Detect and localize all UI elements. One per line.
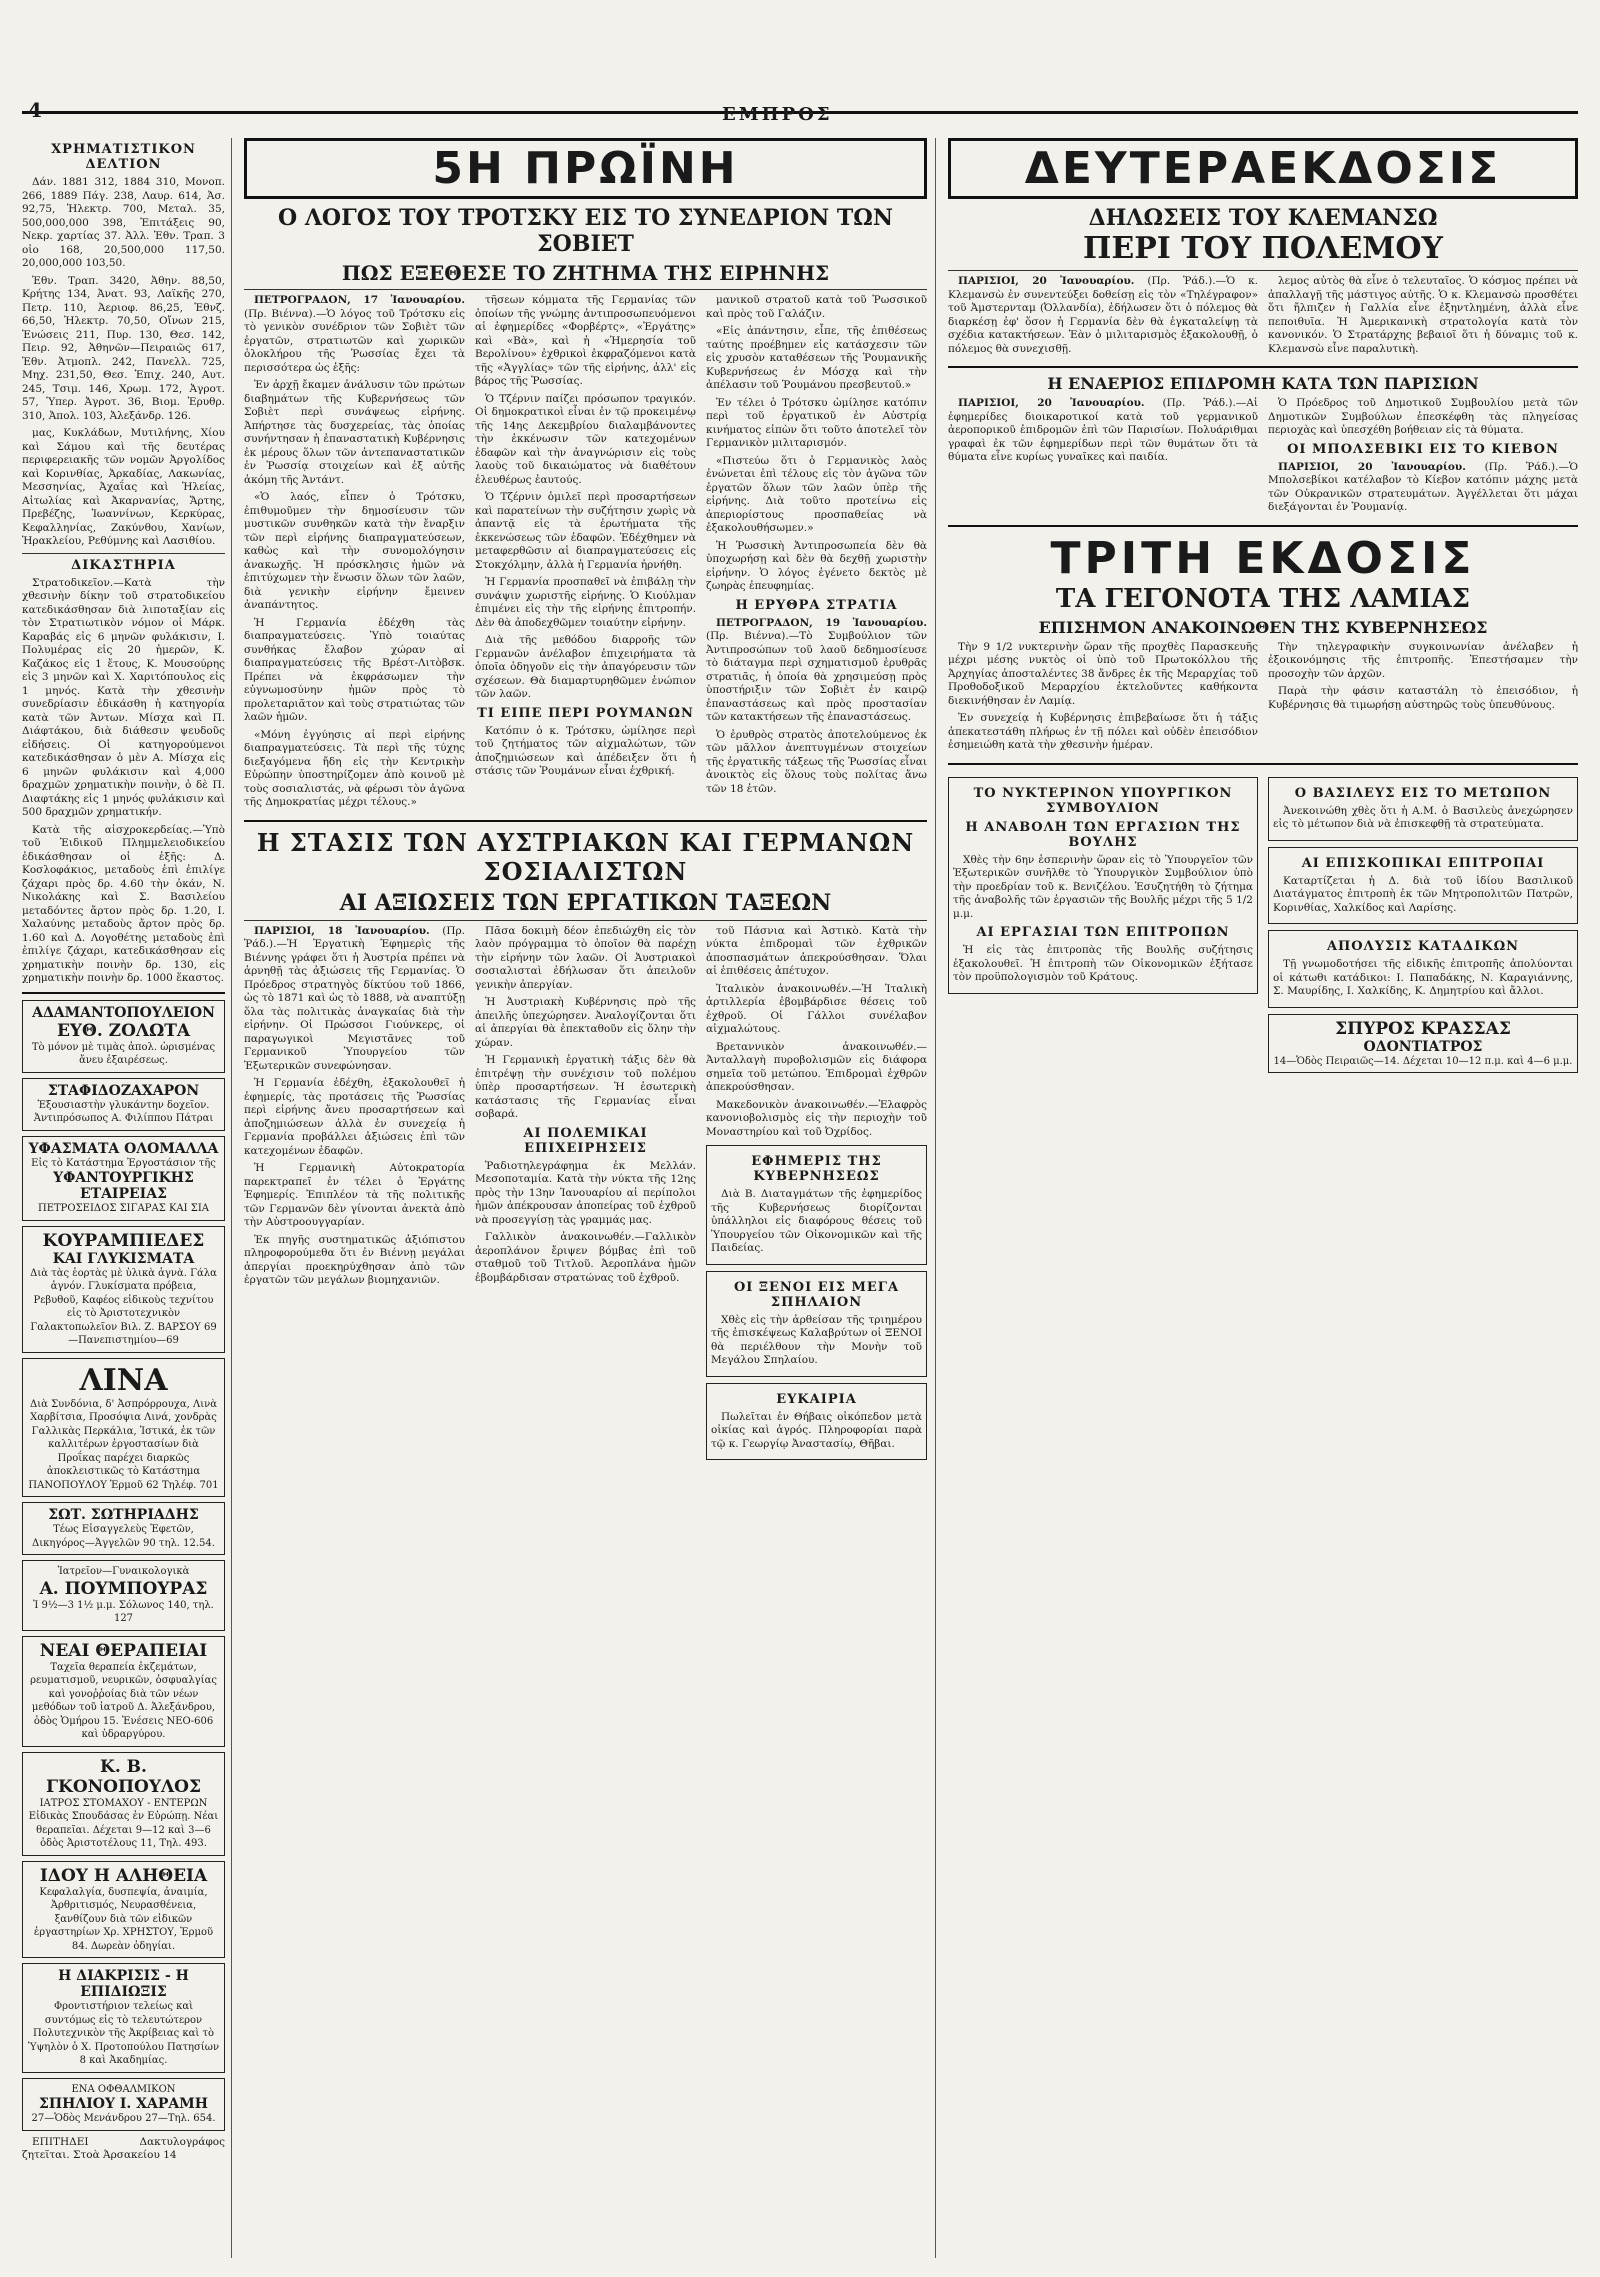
ad-aletheia-title: ΙΔΟΥ Η ΑΛΗΘΕΙΑ xyxy=(39,1865,208,1886)
socialists-b1: Πᾶσα δοκιμὴ δέον ἐπεδιώχθη εἰς τὸν λαὸν πρόγραμμα τὸ ὁποῖον θὰ παρέχῃ τὴν εἰρήνην τῶν λαῶν. Οἱ Ἀυστριακοὶ σοσιαλισταὶ ἐδήλωσαν ὅτι ἀπειλοῦν γενικὴν ἀπεργίαν. xyxy=(475,924,696,991)
right-column xyxy=(948,138,1578,2258)
lamia-article xyxy=(948,641,1578,757)
eukairia-title: ΕΥΚΑΙΡΙΑ xyxy=(776,1391,857,1407)
ad-lina xyxy=(22,1358,225,1498)
ad-kourabiedes-title: ΚΟΥΡΑΜΠΙΕΔΕΣ xyxy=(42,1230,205,1251)
socialists-b2: Ἡ Ἀυστριακὴ Κυβέρνησις πρὸ τῆς ἀπειλῆς ὑπεχώρησεν. Ἀναλογίζονται ὅτι αἱ ἀπεργίαι θὰ ἐπεκταθοῦν εἰς ὅλην τὴν χώραν. xyxy=(475,996,696,1049)
ad-poumpouras-name: Α. ΠΟΥΜΠΟΥΡΑΣ xyxy=(39,1578,208,1599)
red-army-p1: (Πρ. Βιέννα).—Τὸ Συμβούλιον τῶν Ἀντιπροσώπων τοῦ λαοῦ δεδημοσίευσε τὸ διάταγμα περὶ σχηματισμοῦ ἐρυθρᾶς στρατιᾶς, ἡ ὁποία θὰ χρησιμεύσῃ πρὸς ὑποστήριξιν τῶν Σοβιὲτ ἐν καιρῷ ἐπαναστάσεως καὶ πρὸς προστασίαν τῶν κατακτήσεων τῆς ἐπαναστάσεως. xyxy=(706,630,927,723)
ad-therapeiai xyxy=(22,1636,225,1747)
lamia-p4: Παρὰ τὴν φάσιν καταστάλη τὸ ἐπεισόδιον, ἡ Κυβέρνησις θὰ τιμωρήσῃ αὐστηρῶς τοὺς ὑπευθύνους. xyxy=(1268,685,1578,711)
ad-lina-title: ΛΙΝΑ xyxy=(79,1362,168,1398)
red-army-dateline: ΠΕΤΡΟΓΡΑΔΟΝ, 19 Ἰανουαρίου. xyxy=(716,616,927,629)
ad-poumpouras-sub: Ἰ 9½—3 1½ μ.μ. Σόλωνος 140, τηλ. 127 xyxy=(33,1599,214,1624)
ad-therapeiai-title: ΝΕΑΙ ΘΕΡΑΠΕΙΑΙ xyxy=(39,1640,208,1661)
mega-spilaion-text: Χθὲς εἰς τὴν ἀρθείσαν τῆς τριημέρου τῆς ἐπισκέψεως Καλαβρύτων οἱ ΞΕΝΟΙ θὰ περιέλθουν τὴν Μονὴν τοῦ Μεγάλου Σπηλαίου. xyxy=(711,1313,922,1366)
trotsky-p4: Ἡ Γερμανία ἐδέχθη τὰς διαπραγματεύσεις. Ὑπὸ τοιαύτας συνθήκας ἔλαβον χώραν αἱ διαπραγματεύσεις τῆς Βρέστ-Λιτὸβσκ. Πρέπει νὰ ἐκφράσωμεν τὴν εὐγνωμοσύνην ἡμῶν πρὸς τὸ προλεταριᾶτον καὶ τοὺς στρατιώτας τῶν λαῶν ἡμῶν. xyxy=(244,616,465,723)
king-title: Ο ΒΑΣΙΛΕΥΣ ΕΙΣ ΤΟ ΜΕΤΩΠΟΝ xyxy=(1294,785,1552,801)
cabinet-subhead: Η ΑΝΑΒΟΛΗ ΤΩΝ ΕΡΓΑΣΙΩΝ ΤΗΣ ΒΟΥΛΗΣ xyxy=(965,819,1241,850)
air-raid-text3: (Πρ. Ῥάδ.).—Αἱ ἐφημερίδες διοικαροτικοί κατὰ τοῦ γερμανικοῦ ἀεροπορικοῦ ἐπιδρομῶν ἐπὶ τῶν Παρισίων. Πολυάριθμαι γραφαὶ ἐκ τῶν ἐφημερίδων περὶ τῶν θυμάτων ὅτι τὰ θύματα εἶνε κυρίως γυναῖκες καὶ παιδία. xyxy=(948,397,1258,463)
air-raid-dateline: ΠΑΡΙΣΙΟΙ, 20 Ἰανουαρίου. xyxy=(958,397,1145,409)
market-text-3: μας, Κυκλάδων, Μυτιλήνης, Χίου καὶ Σάμου καὶ τῆς δευτέρας περιφερειακῆς τῶν νομῶν Ἀργολίδος καὶ Κορινθίας, Ἀρκαδίας, Λακωνίας, Μεσσηνίας, Ἀχαΐας καὶ Ἠλείας, Αἰτωλίας καὶ Ἀκαρνανίας, Ἄρτης, Πρεβέζης, Ἰωαννίνων, Κερκύρας, Κεφαλληνίας, Ζακύνθου, Χανίων, Ἡρακλείου, Ρεθύμνης καὶ Λασιθίου. xyxy=(22,427,225,547)
socialists-a4: Ἐκ πηγῆς συστηματικῶς ἀξιόπιστου πληροφορούμεθα ὅτι ἐν Βιέννῃ μεγάλαι ἀπεργίαι προεκηρύχθησαν ἀπὸ τῶν ἐργατῶν τῶν μεγάλων βιομηχανιῶν. xyxy=(244,1233,465,1286)
lamia-p3: Τὴν τηλεγραφικὴν συγκοινωνίαν ἀνέλαβεν ἡ ἐξοικονόμησις τῆς ἐπιτροπῆς. Ἐπεστήσαμεν τὴν προσοχὴν τῶν ἀρχῶν. xyxy=(1268,640,1578,680)
ad-kourabiedes xyxy=(22,1226,225,1353)
lamia-subhead: ΕΠΙΣΗΜΟΝ ΑΝΑΚΟΙΝΩΘΕΝ ΤΗΣ ΚΥΒΕΡΝΗΣΕΩΣ xyxy=(1038,617,1488,637)
eukairia-text: Πωλεῖται ἐν Θήβαις οἰκόπεδον μετὰ οἰκίας καὶ ἀγρός. Πληροφορίαι παρὰ τῷ κ. Γεωργίῳ Ἀναστασίῳ, Θῆβαι. xyxy=(711,1410,922,1450)
ad-diakrisis-title: Η ΔΙΑΚΡΙΣΙΣ - Η ΕΠΙΔΙΩΞΙΣ xyxy=(58,1968,189,2000)
ad-gkonopoulos-text: Εἰδικὰς Σπουδάσας ἐν Εὐρώπῃ. Νέαι θεραπεῖαι. Δέχεται 9—12 καὶ 3—6 ὁδὸς Ἀριστοτέλους 11, Τηλ. 493. xyxy=(28,1811,219,1849)
war-ops-c4: Μακεδονικὸν ἀνακοινωθέν.—Ἐλαφρὸς κανονιοβολισμὸς εἰς τὴν περιοχὴν τοῦ Μοναστηρίου καὶ τοῦ Ὀχρίδος. xyxy=(706,1098,927,1138)
socialists-subhead: ΑΙ ΑΞΙΩΣΕΙΣ ΤΩΝ ΕΡΓΑΤΙΚΩΝ ΤΑΞΕΩΝ xyxy=(339,889,832,916)
ad-charamis-name: ΕΝΑ ΟΦΘΑΛΜΙΚΟΝ xyxy=(71,2083,176,2095)
ad-diakrisis xyxy=(22,1963,225,2073)
trotsky-b3: Ὁ Τζέρνιν ὁμιλεῖ περὶ προσαρτήσεων καὶ παρατείνων τὴν συζήτησιν χωρὶς νὰ ἀπαντᾷ εἰς τὰ ἐρωτήματα τῆς ἐκκενώσεως τῶν ἐδαφῶν. Ἐδέχθημεν νὰ μεταφερθῶσιν αἱ διαπραγματεύσεις εἰς Στοκχόλμην, ἀλλὰ ἡ Γερμανία ἠρνήθη. xyxy=(475,491,696,571)
market-text: Δάν. 1881 312, 1884 310, Μονοπ. 266, 1889 Πάγ. 238, Λαυρ. 614, Ἀσ. 92,75, Ἠλεκτρ. 700, Μεταλ. 35, 500,000,000 398, Ἐπιτάξεις 90, Νεκρ. χαρτίας 37. Ἀλλ. Ἐθν. Τραπ. 3 οἰο 168, 20,500,000 117,50. 20,000,000 103,50. xyxy=(22,176,225,269)
paper-name: ΕΜΠΡΟΣ xyxy=(722,104,833,125)
socialists-article xyxy=(244,925,927,1467)
trotsky-b6: Κατόπιν ὁ κ. Τρότσκυ, ὡμίλησε περὶ τοῦ ζητήματος τῶν αἰχμαλώτων, τῶν ἀποζημιώσεων καὶ ἀπέδειξεν ὅτι ἡ στάσις τῶν Ῥουμάνων εἶναι ἐχθρική. xyxy=(475,724,696,777)
ad-gkonopoulos xyxy=(22,1752,225,1856)
ad-stafido-text: Ἐξουσιαστὴν γλυκάντην δοχεῖον. Ἀντιπρόσωπος Α. Φιλίππου Πάτραι xyxy=(33,1099,214,1124)
ad-charamis-sub: 27—Ὁδὸς Μενάνδρου 27—Τηλ. 654. xyxy=(31,2113,216,2124)
gazette-title: ΕΦΗΜΕΡΙΣ ΤΗΣ ΚΥΒΕΡΝΗΣΕΩΣ xyxy=(751,1154,882,1184)
trotsky-article xyxy=(244,294,927,814)
episcopal-title: ΑΙ ΕΠΙΣΚΟΠΙΚΑΙ ΕΠΙΤΡΟΠΑΙ xyxy=(1301,855,1545,871)
clemenceau-text1: (Πρ. Ῥάδ.).—Ὁ κ. Κλεμανσὼ ἐν συνεντεύξει δοθείσῃ εἰς τὸν «Τηλέγραφον» τοῦ Ἀμστερνταμ (Ὀλλανδία), ἐδήλωσεν ὅτι ὁ πόλεμος θὰ διαρκέσῃ ἐφ' ὅσον ἡ Γερμανία δὲν θὰ ἐγκαταλείψῃ τὰ σχέδια κατακτήσεων. Ἐὰν ὁ μιλιταρισμὸς ἐξακολουθῇ, ὁ πόλεμος θὰ συνεχισθῇ. xyxy=(948,275,1258,355)
ad-sotiriadis-text: Τέως Εἰσαγγελεὺς Ἐφετῶν, Δικηγόρος—Ἀγγελῶν 90 τηλ. 12.54. xyxy=(32,1524,215,1549)
ad-therapeiai-text: Ταχεῖα θεραπεία ἐκζεμάτων, ρευματισμοῦ, νευρικῶν, ὀσφυαλγίας καὶ γονοῤῥοίας διὰ τῶν νέων μεθόδων τοῦ ἰατροῦ Δ. Ἀλεξάνδρου, ὁδὸς Ὁμήρου 15. Ἐνέσεις ΝΕΟ-606 καὶ ὑδραργύρου. xyxy=(30,1661,217,1740)
courts-title: ΔΙΚΑΣΤΗΡΙΑ xyxy=(71,557,176,573)
clemenceau-headline: ΔΗΛΩΣΕΙΣ ΤΟΥ ΚΛΕΜΑΝΣΩ xyxy=(1088,205,1438,231)
committees-text: Ἡ εἰς τὰς ἐπιτροπὰς τῆς Βουλῆς συζήτησις ἐξακολουθεῖ. Ἡ ἐπιτροπὴ τῶν Οἰκονομικῶν ἐξήτασε τὸν προϋπολογισμὸν τοῦ Κράτους. xyxy=(953,944,1253,983)
second-edition-banner: ΔΕΥΤΕΡΑΕΚΔΟΣΙΣ xyxy=(948,138,1578,199)
masthead xyxy=(22,18,1578,125)
socialists-dateline: ΠΑΡΙΣΙΟΙ, 18 Ἰανουαρίου. xyxy=(254,924,430,937)
trotsky-c4: «Πιστεύω ὅτι ὁ Γερμανικὸς λαὸς ἐνώνεται ἐπὶ τέλους εἰς τὸν ἀγῶνα τῶν ἐργατῶν ὅλων τῶν λαῶν ὑπὲρ τῆς εἰρήνης. Διὰ τοῦτο προτείνω εἰς ἀπεριορίστους προσπαθείας νὰ ἐξακολουθήσωμεν.» xyxy=(706,454,927,534)
lamia-headline: ΤΑ ΓΕΓΟΝΟΤΑ ΤΗΣ ΛΑΜΙΑΣ xyxy=(1055,583,1471,614)
courts-text-2: Κατὰ τῆς αἰσχροκερδείας.—Ὑπὸ τοῦ Ἐιδικοῦ Πλημμελειοδικείου ἐδικάσθησαν οἱ ἑξῆς: Δ. Κοσλοφάκιος, μεταδοὺς ἐπὶ ἐπιλίγε ζάχαρι πρὸς δρ. 4.60 τὴν ὀκάν, Ν. Νικολάκης καὶ Σ. Βασιλείου μεταδόντες ἄρτον πρὸς δρ. 1.20, Ι. Χαλαύνης μεταδοὺς ἄρτον πρὸς δρ. 1.60 καὶ Δ. Λογοθέτης μεταδοὺς ἐπὶ ἐπιλίγε ζάχαρι, κατεδικάσθησαν εἰς χρηματικὴν ποινὴν δρ. 130, εἰς χρηματικὴν ποινὴν δρ. 1000 ἕκαστος. xyxy=(22,823,225,984)
kiev-dateline: ΠΑΡΙΣΙΟΙ, 20 Ἰανουαρίου. xyxy=(1278,460,1466,473)
ad-yfasmata xyxy=(22,1136,225,1221)
market-text-2: Ἐθν. Τραπ. 3420, Ἀθην. 88,50, Κρήτης 134, Ἀνατ. 93, Λαϊκῆς 270, Πετρ. 110, Ἀεριοφ. 86,25, Ἐθνζ. 66,50, Ἠλεκτρ. 70,50, Οἴνων 215, Ἐνώσεις 211, Πυρ. 130, Θεσ. 142, Πειρ. 92, Ἀθηνῶν—Πειραιῶς 617, Ἐθν. Ἀτμοπλ. 242, Πανελλ. 725, Μηχ. 231,50, Θεσ. Ἐπιχ. 240, Αυτ. 245, Τσιμ. 146, Χρωμ. 172, Ἀγροτ. 57, Ὑπερ. Ἀγροτ. 36, Βιομ. Ἐρυθρ. 310, Ἀπολ. 103, Ἀλεξάνδρ. 126. xyxy=(22,274,225,422)
kiev-text: (Πρ. Ῥάδ.).—Ὁ Μπολσεβίκοι κατέλαβον τὸ Κίεβον κατόπιν μάχης μετὰ τῶν Οὐκρανικῶν στρατευμάτων. Ἀγγέλλεται ὅτι μάχαι διεξάγονται ἐν Ῥουμανίᾳ. xyxy=(1268,460,1578,513)
socialists-b3: Ἡ Γερμανικὴ ἐργατικὴ τάξις δὲν θὰ ἐπιτρέψῃ τὴν συνέχισιν τοῦ πολέμου ὑπὲρ προσαρτήσεων. Ἡ ἐσωτερικὴ κατάστασις τῆς Γερμανίας εἶναι σοβαρά. xyxy=(475,1054,696,1120)
socialists-a2: Ἡ Γερμανία ἐδέχθη, ἐξακολουθεῖ ἡ ἐφημερίς, τὰς προτάσεις τῆς Ῥωσσίας περὶ εἰρήνης ἄνευ προσαρτήσεων καὶ ἀποζημιώσεων ἀλλὰ ἐν συνεχείᾳ ἡ Γερμανία προβάλλει ἀξιώσεις ἐπὶ τῶν κατεχομένων ἐδαφῶν. xyxy=(244,1077,465,1157)
lamia-p1: Τὴν 9 1/2 νυκτερινὴν ὥραν τῆς προχθὲς Παρασκευῆς μέχρι μέσης νυκτὸς οἱ ὑπὸ τοῦ Πρωτοκόλλου τῆς Ἀρχηγίας ἀποσταλέντες 38 ἄνδρες ἐκ τῆς Μεραρχίας τοῦ Προθοδοξικοῦ Μεραρχίου ἐκτελοῦντες καθήκοντα διεκινήθησαν ἐν Λαμίᾳ. xyxy=(948,640,1258,707)
ad-yfasmata-title: ΥΦΑΝΤΟΥΡΓΙΚΗΣ ΕΤΑΙΡΕΙΑΣ xyxy=(53,1170,194,1202)
ad-stafido-name: ΣΤΑΦΙΔΟΖΑΧΑΡΟΝ xyxy=(47,1082,200,1099)
trotsky-p5: «Μόνη ἐγγύησις αἱ περὶ εἰρήνης διαπραγματεύσεις. Τὰ περὶ τῆς τύχης διεξαγόμενα ἤδη εἰς τὴν Κεντρικὴν Εὐρώπην ὑποστηρίζομεν ἀπὸ κοινοῦ μὲ τοὺς σοσιαλιστάς, νὰ φέρωσι τὸν ἀγῶνα τῆς Δημοκρατίας μέχρι τέλους.» xyxy=(244,728,465,808)
bottom-right-block xyxy=(948,771,1578,1079)
trotsky-p2: Ἐν ἀρχῇ ἔκαμεν ἀνάλυσιν τῶν πρώτων διαβημάτων τῆς Κυβερνήσεως τῶν Σοβιὲτ περὶ συνάψεως εἰρήνης. Ἀπήρτησε τὰς δυσχερείας, τὰς ὁποίας συνήντησαν ἡ ἐπαναστατικὴ Κυβέρνησις ἐκ μέρους ὅλων τῶν ἀντεπαναστατικῶν ἐν Ῥωσσίᾳ στοιχείων καὶ ἐξ αὐτῆς ἀκόμη τῆς Ἀντάντ. xyxy=(244,379,465,486)
ad-krassas-sub: ΟΔΟΝΤΙΑΤΡΟΣ xyxy=(1363,1038,1483,1055)
war-ops-b5: Γαλλικὸν ἀνακοινωθέν.—Γαλλικὸν ἀεροπλάνον ἔριψεν βόμβας ἐπὶ τοῦ σταθμοῦ τοῦ Τιτλοῦ. Ἀεροπλάνα ἡμῶν ἐβομβάρδισαν στρατώνας τοῦ ἐχθροῦ. xyxy=(475,1231,696,1284)
page-number: 4 xyxy=(28,98,42,122)
ad-charamis-title: ΣΠΗΛΙΟΥ Ι. ΧΑΡΑΜΗ xyxy=(39,2096,208,2112)
left-column xyxy=(22,138,232,2258)
trotsky-c2: «Εἰς ἀπάντησιν, εἶπε, τῆς ἐπιθέσεως ταύτης προέβημεν εἰς κατάσχεσιν τῶν εἰς χρυσὸν καταθέσεων τῆς Ῥουμανικῆς Κυβερνήσεως ἐν Μόσχᾳ καὶ τὴν ἀπέλασιν τοῦ Ῥουμάνου πρεσβευτοῦ.» xyxy=(706,325,927,391)
clemenceau-dateline: ΠΑΡΙΣΙΟΙ, 20 Ἰανουαρίου. xyxy=(958,275,1135,287)
ad-poumpouras xyxy=(22,1560,225,1631)
gazette-box xyxy=(706,1145,927,1265)
war-ops-subhead: ΑΙ ΠΟΛΕΜΙΚΑΙ ΕΠΙΧΕΙΡΗΣΕΙΣ xyxy=(523,1125,648,1156)
ad-gkonopoulos-name: Κ. Β. ΓΚΟΝΟΠΟΥΛΟΣ xyxy=(45,1756,202,1797)
air-raid-text4: Ὁ Πρόεδρος τοῦ Δημοτικοῦ Συμβουλίου μετὰ τῶν Δημοτικῶν Συμβούλων ἐπεσκέφθη τὰς πληγείσας περιοχὰς καὶ ὑπεσχέθη βοήθειαν εἰς τὰ θύματα. xyxy=(1268,397,1578,436)
trotsky-c3: Ἐν τέλει ὁ Τρότσκυ ὡμίλησε κατόπιν περὶ τοῦ ἐργατικοῦ ἐν Αὐστρίᾳ κινήματος εἰπὼν ὅτι τοῦτο ἀποτελεῖ τὸν Γερμανικὸν μιλιταρισμόν. xyxy=(706,396,927,449)
ad-zolota-text: Τὸ μόνον μὲ τιμὰς ἀπολ. ὡρισμένας ἄνευ ἐξαιρέσεως. xyxy=(31,1041,216,1066)
mega-spilaion-title: ΟΙ ΞΕΝΟΙ ΕΙΣ ΜΕΓΑ ΣΠΗΛΑΙΟΝ xyxy=(733,1279,900,1310)
lamia-p2: Ἐν συνεχείᾳ ἡ Κυβέρνησις ἐπιβεβαίωσε ὅτι ἡ τάξις ἀπεκατεστάθη πλήρως ἐν τῇ πόλει καὶ οὐδὲν ἐπεισόδιον ἐσημειώθη κατὰ τὴν χθεσινὴν ἡμέραν. xyxy=(948,712,1258,751)
trotsky-c5: Ἡ Ῥωσσικὴ Ἀντιπροσωπεία δὲν θὰ ὑποχωρήσῃ καὶ δὲν θὰ δεχθῇ χωριστὴν εἰρήνην. Ὁ λόγος ἐγένετο δεκτὸς μὲ ζωηρὰς ἐπευφημίας. xyxy=(706,539,927,592)
gazette-text: Διὰ Β. Διαταγμάτων τῆς ἐφημερίδος τῆς Κυβερνήσεως διορίζονται ὑπάλληλοι εἰς διαφόρους θέσεις τοῦ Ὑπουργείου τῶν Οἰκονομικῶν καὶ τῆς Παιδείας. xyxy=(711,1188,922,1254)
release-text: Τῇ γνωμοδοτήσει τῆς εἰδικῆς ἐπιτροπῆς ἀπολύονται οἱ κάτωθι κατάδικοι: Ι. Παπαδάκης, Ν. Καραγιάννης, Σ. Μαυρίδης, Ι. Χαλκίδης, Κ. Δημητρίου καὶ ἄλλοι. xyxy=(1273,958,1573,997)
ad-gkonopoulos-sub: ΙΑΤΡΟΣ ΣΤΟΜΑΧΟΥ - ΕΝΤΕΡΩΝ xyxy=(39,1797,208,1809)
ad-krassas xyxy=(1268,1014,1578,1074)
clemenceau-article xyxy=(948,275,1578,360)
trotsky-headline: Ο ΛΟΓΟΣ ΤΟΥ ΤΡΟΤΣΚΥ ΕΙΣ ΤΟ ΣΥΝΕΔΡΙΟΝ ΤΩΝ ΣΟΒΙΕΤ xyxy=(278,205,893,257)
war-ops-c1: τοῦ Πάσνια καὶ Ἀστικὸ. Κατὰ τὴν νύκτα ἐπιδρομαὶ τῶν ἐχθρικῶν ἀποσπασμάτων ἀπεκρούσθησαν. Ὅλαι αἱ ἐπιθέσεις ἀπέτυχον. xyxy=(706,924,927,977)
ad-krassas-text: 14—Ὁδὸς Πειραιῶς—14. Δέχεται 10—12 π.μ. καὶ 4—6 μ.μ. xyxy=(1273,1055,1573,1067)
trotsky-b2: Ὁ Τζέρνιν παίζει πρόσωπον τραγικόν. Οἱ δημοκρατικοὶ εἶναι ἐν τῷ προκειμένῳ τῆς 14ης Δεκεμβρίου διαλαμβάνοντες τὴν ἐκκένωσιν τῶν κατεχομένων ἐδαφῶν καὶ τὴν ἀναγνώρισιν εἰς τοὺς λαοὺς τοῦ δικαιώματος νὰ διαθέτουν ἐλευθέρως ἑαυτούς. xyxy=(475,392,696,486)
ad-typist: ΕΠΙΤΗΔΕΙ Δακτυλογράφος ζητεῖται. Στοὰ Ἀρσακείου 14 xyxy=(22,2135,225,2161)
air-raid-headline: Η ΕΝΑΕΡΙΟΣ ΕΠΙΔΡΟΜΗ ΚΑΤΑ ΤΩΝ ΠΑΡΙΣΙΩΝ xyxy=(1047,374,1479,393)
socialists-a3: Ἡ Γερμανικὴ Αὐτοκρατορία παρεκτραπεῖ ἐν τέλει ὁ Ἐργάτης Ἐφημερίς. Ἐπιπλέον τὰ τῆς πολιτικῆς τῶν Γερμανῶν δὲν γίνονται ἀνεκτὰ ἀπὸ τὴν Αὐστροουγγαρίαν. xyxy=(244,1162,465,1228)
newspaper-page xyxy=(22,18,1578,2258)
king-box xyxy=(1268,777,1578,841)
release-title: ΑΠΟΛΥΣΙΣ ΚΑΤΑΔΙΚΩΝ xyxy=(1326,939,1520,954)
ad-charamis xyxy=(22,2078,225,2131)
ad-sotiriadis xyxy=(22,1502,225,1555)
ad-poumpouras-text: Ἰατρεῖον—Γυναικολογικὰ xyxy=(57,1566,190,1577)
ad-zolota xyxy=(22,1000,225,1073)
committees-subhead: ΑΙ ΕΡΓΑΣΙΑΙ ΤΩΝ ΕΠΙΤΡΟΠΩΝ xyxy=(976,925,1230,940)
romanians-subhead: ΤΙ ΕΙΠΕ ΠΕΡΙ ΡΟΥΜΑΝΩΝ xyxy=(477,705,694,721)
ad-sotiriadis-name: ΣΩΤ. ΣΩΤΗΡΙΑΔΗΣ xyxy=(48,1507,199,1523)
king-text: Ἀνεκοινώθη χθὲς ὅτι ἡ Α.Μ. ὁ Βασιλεὺς ἀνεχώρησεν εἰς τὸ μέτωπον διὰ νὰ ἐπισκεφθῇ τὰ στρατεύματα. xyxy=(1273,804,1573,830)
socialists-a1: (Πρ. Ῥάδ.).—Ἡ Ἐργατικὴ Ἐφημερὶς τῆς Βιέννης γράφει ὅτι ἡ Ἀυστρία πρέπει νὰ ἀρνηθῇ τὰς ἀξιώσεις τῆς Γερμανίας. Ὁ Πρόεδρος στρατηγὸς δίκτύου τοῦ 1866, ὡς τὸ 1871 καὶ ὡς τὸ 1888, νὰ αναπτύξῃ ὅλα τὰς πολιτικὰς ἀναγκαίας διὰ τὴν εἰρήνην. Οἱ Πρώσσοι Γιούνκερς, οἱ παραγωγικοὶ Μεγιστᾶνες τοῦ Γερμανικοῦ Ὑπουργείου τῶν Ἐξωτερικῶν συνεφώνησαν. xyxy=(244,924,465,1072)
kiev-subhead: ΟΙ ΜΠΟΛΣΕΒΙΚΙ ΕΙΣ ΤΟ ΚΙΕΒΟΝ xyxy=(1287,441,1559,457)
trotsky-subhead: ΠΩΣ ΕΞΕΘΕΣΕ ΤΟ ΖΗΤΗΜΑ ΤΗΣ ΕΙΡΗΝΗΣ xyxy=(341,261,830,285)
clemenceau-text2: λεμος αὐτὸς θὰ εἶνε ὁ τελευταῖος. Ὁ κόσμος πρέπει νὰ ἀπαλλαγῇ τῆς μάστιγος αὐτῆς. Ὁ κ. Κλεμανσὼ προσθέτει ὅτι ἤλπιζεν ἡ Γαλλία εἶνε ἐξηντλημένη, ἀλλὰ εἶνε πεποιθυῖα. Ἡ Ἀμερικανικὴ στρατολογία κατὰ τὸν κανονικόν. Ὁ Στρατάρχης βεβαιοῖ ὅτι ἡ δύναμις τοῦ κ. Κλεμανσὼ εἶνε παραλυτικὴ. xyxy=(1268,275,1578,355)
cabinet-box xyxy=(948,777,1258,994)
war-ops-b4: Ῥαδιοτηλεγράφημα ἐκ Μελλάν. Μεσοποταμία. Κατὰ τὴν νύκτα τῆς 12ης πρὸς τὴν 13ην Ἰανουαρίου αἱ περίπολοι ἡμῶν ἀπέκρουσαν ἀποπείρας τοῦ ἐχθροῦ νὰ προσεγγίσῃ τὰς γραμμάς μας. xyxy=(475,1159,696,1226)
courts-text: Στρατοδικεῖον.—Κατὰ τὴν χθεσινὴν δίκην τοῦ στρατοδικείου κατεδικάσθησαν διὰ λιποταξίαν εἰς τὸν Στρατιωτικὸν νόμον οἱ Μάρκ. Καραβάς εἰς 6 μηνῶν φυλάκισιν, Ι. Πολυμέρας εἰς 20 ἡμερῶν, Κ. Καζάκος εἰς 1 ἔτους, Κ. Μουσούρης εἰς 3 μηνῶν καὶ Χ. Χαριτόπουλος εἰς 1 μηνός. Κατὰ τὴν χθεσινὴν συνεδρίασιν ἐδικάσθη ἡ κατηγορία κατὰ τῶν Ἀντων. Μίσχα καὶ Π. Διάφτάκου, διὰ διάθεσιν ψευδοῦς εἰδήσεις. Οἱ κατηγορούμενοι κατεδικάσθησαν ὁ μὲν Α. Μίσχα εἰς 6 μηνῶν φυλάκισιν καὶ 4,000 δραχμῶν χρηματικὴν ποινὴν, ὁ δὲ Π. Διαφτάκης εἰς 1 μηνός φυλάκισιν καὶ 500 δραχμῶν χρηματικήν. xyxy=(22,576,225,818)
ad-yfasmata-text: Εἰς τὸ Κατάστημα Ἐργοστάσιον τῆς xyxy=(31,1157,216,1169)
cabinet-text: Χθὲς τὴν 6ην ἑσπερινὴν ὥραν εἰς τὸ Ὑπουργεῖον τῶν Ἐξωτερικῶν συνῆλθε τὸ Ὑπουργικὸν Συμβούλιον ὑπὸ τὴν προεδρίαν τοῦ κ. Βενιζέλου. Ἐσυζητήθη τὸ ζήτημα τῆς ἀναβολῆς τῶν ἐργασιῶν τῆς Βουλῆς μέχρι τῆς 5 1/2 μ.μ. xyxy=(953,853,1253,920)
ad-yfasmata-sub: ΠΕΤΡΟΣΕΙΔΟΣ ΣΙΓΑΡΑΣ ΚΑΙ ΣΙΑ xyxy=(37,1203,210,1214)
air-raid-article xyxy=(948,397,1578,519)
ad-kourabiedes-sub: ΚΑΙ ΓΛΥΚΙΣΜΑΤΑ xyxy=(52,1250,195,1267)
ad-yfasmata-name: ΥΦΑΣΜΑΤΑ ΟΛΟΜΑΛΛΑ xyxy=(28,1140,219,1157)
center-column xyxy=(244,138,936,2258)
ad-lina-text: Διὰ Συνδόνια, δ' Ἀσπρόρρουχα, Λινὰ Χαρβίτσια, Προσόψια Λινά, χονδρὰς Γαλλικὰς Περκάλια, Ἰστικά, ἐκ τῶν καλλιτέρων ἐργοστασίων διὰ Προΐκας παρέχει διαρκῶς ἀποκλειστικῶς τὸ Κατάστημα ΠΑΝΟΠΟΥΛΟΥ Ἑρμοῦ 62 Τηλέφ. 701 xyxy=(28,1398,219,1491)
ad-krassas-name: ΣΠΥΡΟΣ ΚΡΑΣΣΑΣ xyxy=(1335,1018,1511,1039)
trotsky-dateline: ΠΕΤΡΟΓΡΑΔΟΝ, 17 Ἰανουαρίου. xyxy=(254,294,465,306)
ad-kourabiedes-text: Διὰ τὰς ἑορτὰς μὲ ὑλικὰ ἁγνὰ. Γάλα ἁγνόν. Γλυκίσματα πρόβεια, Ρεβυθοῦ, Καφέος εἰδικοὺς τεχνίτου εἰς τὸ Ἀριστοτεχνικὸν Γαλακτοπωλεῖον Βιλ. Ζ. ΒΑΡΣΟΥ 69—Πανεπιστημίου—69 xyxy=(30,1267,217,1346)
market-bulletin-title: ΧΡΗΜΑΤΙΣΤΙΚΟΝ ΔΕΛΤΙΟΝ xyxy=(51,142,196,172)
ad-aletheia xyxy=(22,1861,225,1959)
clemenceau-headline-2: ΠΕΡΙ ΤΟΥ ΠΟΛΕΜΟΥ xyxy=(1083,231,1443,266)
war-ops-c2: Ἰταλικὸν ἀνακοινωθέν.—Ἡ Ἰταλικὴ ἀρτιλλερία ἐβομβάρδισε θέσεις τοῦ ἐχθροῦ. Οἱ Γάλλοι συνέλαβον αἰχμαλώτους. xyxy=(706,982,927,1035)
ad-diakrisis-text: Φροντιστήριον τελείως καὶ συντόμως εἰς τὸ τελευτώτερον Πολυτεχνικὸν τῆς Ἀκρίβειας καὶ τὸ Ὑψηλὸν ὁ Χ. Προτοπούλου Πατησίων 8 καὶ Ἀκαδημίας. xyxy=(27,2001,220,2066)
mega-spilaion-box xyxy=(706,1271,927,1377)
eukairia-box xyxy=(706,1383,927,1461)
red-army-subhead: Η ΕΡΥΘΡΑ ΣΤΡΑΤΙΑ xyxy=(735,597,898,613)
trotsky-p1: (Πρ. Βιέννα).—Ὁ λόγος τοῦ Τρότσκυ εἰς τὸ γενικὸν συνέδριον τῶν Σοβιὲτ τῶν ἐργατῶν, στρατιωτῶν καὶ χωρικῶν ὁλοκλήρου τῆς Ῥωσσίας ἔχει τὰ περισσότερα ὡς ἑξῆς: xyxy=(244,307,465,374)
edition-banner: 5Η ΠΡΩΪΝΗ xyxy=(244,138,927,199)
third-edition-banner: ΤΡΙΤΗ ΕΚΔΟΣΙΣ xyxy=(1050,532,1476,584)
war-ops-c3: Βρεταννικὸν ἀνακοινωθέν.—Ἀνταλλαγὴ πυροβολισμῶν εἰς διάφορα σημεῖα τοῦ μετώπου. Ἐπιδρομαὶ ἐχθρῶν ἀπεκρούσθησαν. xyxy=(706,1040,927,1093)
ad-stafidozaxaron xyxy=(22,1078,225,1131)
ad-aletheia-text: Κεφαλαλγία, δυσπεψία, ἀναιμία, Ἀρθριτισμός, Νευρασθένεια, ξανθίζουν διὰ τῶν εἰδικῶν ἐργαστηρίων Χρ. ΧΡΗΣΤΟΥ, Ἑρμοῦ 84. Δωρεὰν ὁδηγίαι. xyxy=(33,1886,214,1952)
trotsky-b5: Διὰ τῆς μεθόδου διαρροῆς τῶν Γερμανῶν ἀνέλαβον ἐπιχειρήματα τὰ ὁποῖα ὁδηγοῦν εἰς τὴν ἀπαγόρευσιν τῶν σχέσεων. Θὰ διαμαρτυρηθῶμεν ἐνώπιον τῶν λαῶν. xyxy=(475,634,696,700)
red-army-p2: Ὁ ἐρυθρὸς στρατὸς ἀποτελούμενος ἐκ τῶν μᾶλλον ἀνεπτυγμένων στοιχείων τῆς ἐργατικῆς τάξεως τῆς Ῥωσσίας εἶναι ἀνοικτὸς εἰς ὅλους τοὺς πολίτας ἄνω τῶν 18 ἐτῶν. xyxy=(706,728,927,795)
trotsky-p3: «Ὁ λαός, εἶπεν ὁ Τρότσκυ, ἐπιθυμοῦμεν τὴν δημοσίευσιν τῶν μυστικῶν συνθηκῶν κατὰ τὴν ἔναρξιν τῶν περὶ εἰρήνης διαπραγματεύσεων, καθὼς καὶ τὴν συνομολόγησιν ἀνακωχῆς. Ἡ πρόσκλησις ἡμῶν νὰ ἐπιτύχωμεν τὴν ἕνωσιν ὅλων τῶν λαῶν, διὰ γενικὴν εἰρήνην ἔμεινεν ἀναπάντητος. xyxy=(244,491,465,611)
episcopal-box xyxy=(1268,847,1578,925)
trotsky-b4: Ἡ Γερμανία προσπαθεῖ νὰ ἐπιβάλῃ τὴν συνάψιν χωριστῆς εἰρήνης. Ὁ Κιούλμαν ἐπιμένει εἰς τὴν τῆς εἰρήνης ἐπιτροπήν. Δὲν θὰ ἀποδεχθῶμεν τοιαύτην εἰρήνην. xyxy=(475,576,696,629)
cabinet-title: ΤΟ ΝΥΚΤΕΡΙΝΟΝ ΥΠΟΥΡΓΙΚΟΝ ΣΥΜΒΟΥΛΙΟΝ xyxy=(973,785,1233,816)
release-box xyxy=(1268,930,1578,1008)
episcopal-text: Καταρτίζεται ἡ Δ. διὰ τοῦ ἰδίου Βασιλικοῦ Διατάγματος ἐπιτροπὴ ἐκ τῶν Μητροπολιτῶν Πατρῶν, Κορινθίας, Χαλκίδος καὶ Λαρίσης. xyxy=(1273,874,1573,914)
trotsky-b1: τῆσεων κόμματα τῆς Γερμανίας τῶν ὁποίων τῆς γνώμης ἀντιπροσωπευόμενοι αἱ ἐφημερίδες «Φορβέρτς», «Ἐργάτης» καὶ «Βὰ», καὶ ἡ «Ἡμερησία τοῦ Βερολίνου» ἐχθρικοὶ ἐκφραζόμενοι κατὰ τῆς «Ἀγγλίας» τῶν τῆς εἰρήνης, ἀλλ' εἰς βάρος τῆς Ῥωσσίας. xyxy=(475,294,696,387)
trotsky-c1: μανικοῦ στρατοῦ κατὰ τοῦ Ῥωσσικοῦ καὶ πρὸς τοῦ Γαλάζιν. xyxy=(706,294,927,320)
socialists-headline: Η ΣΤΑΣΙΣ ΤΩΝ ΑΥΣΤΡΙΑΚΩΝ ΚΑΙ ΓΕΡΜΑΝΩΝ ΣΟΣΙΑΛΙΣΤΩΝ xyxy=(256,827,915,886)
ad-zolota-title: ΕΥΘ. ΖΟΛΩΤΑ xyxy=(56,1020,191,1041)
ad-zolota-name: ΑΔΑΜΑΝΤΟΠΟΥΛΕΙΟΝ xyxy=(32,1004,215,1021)
